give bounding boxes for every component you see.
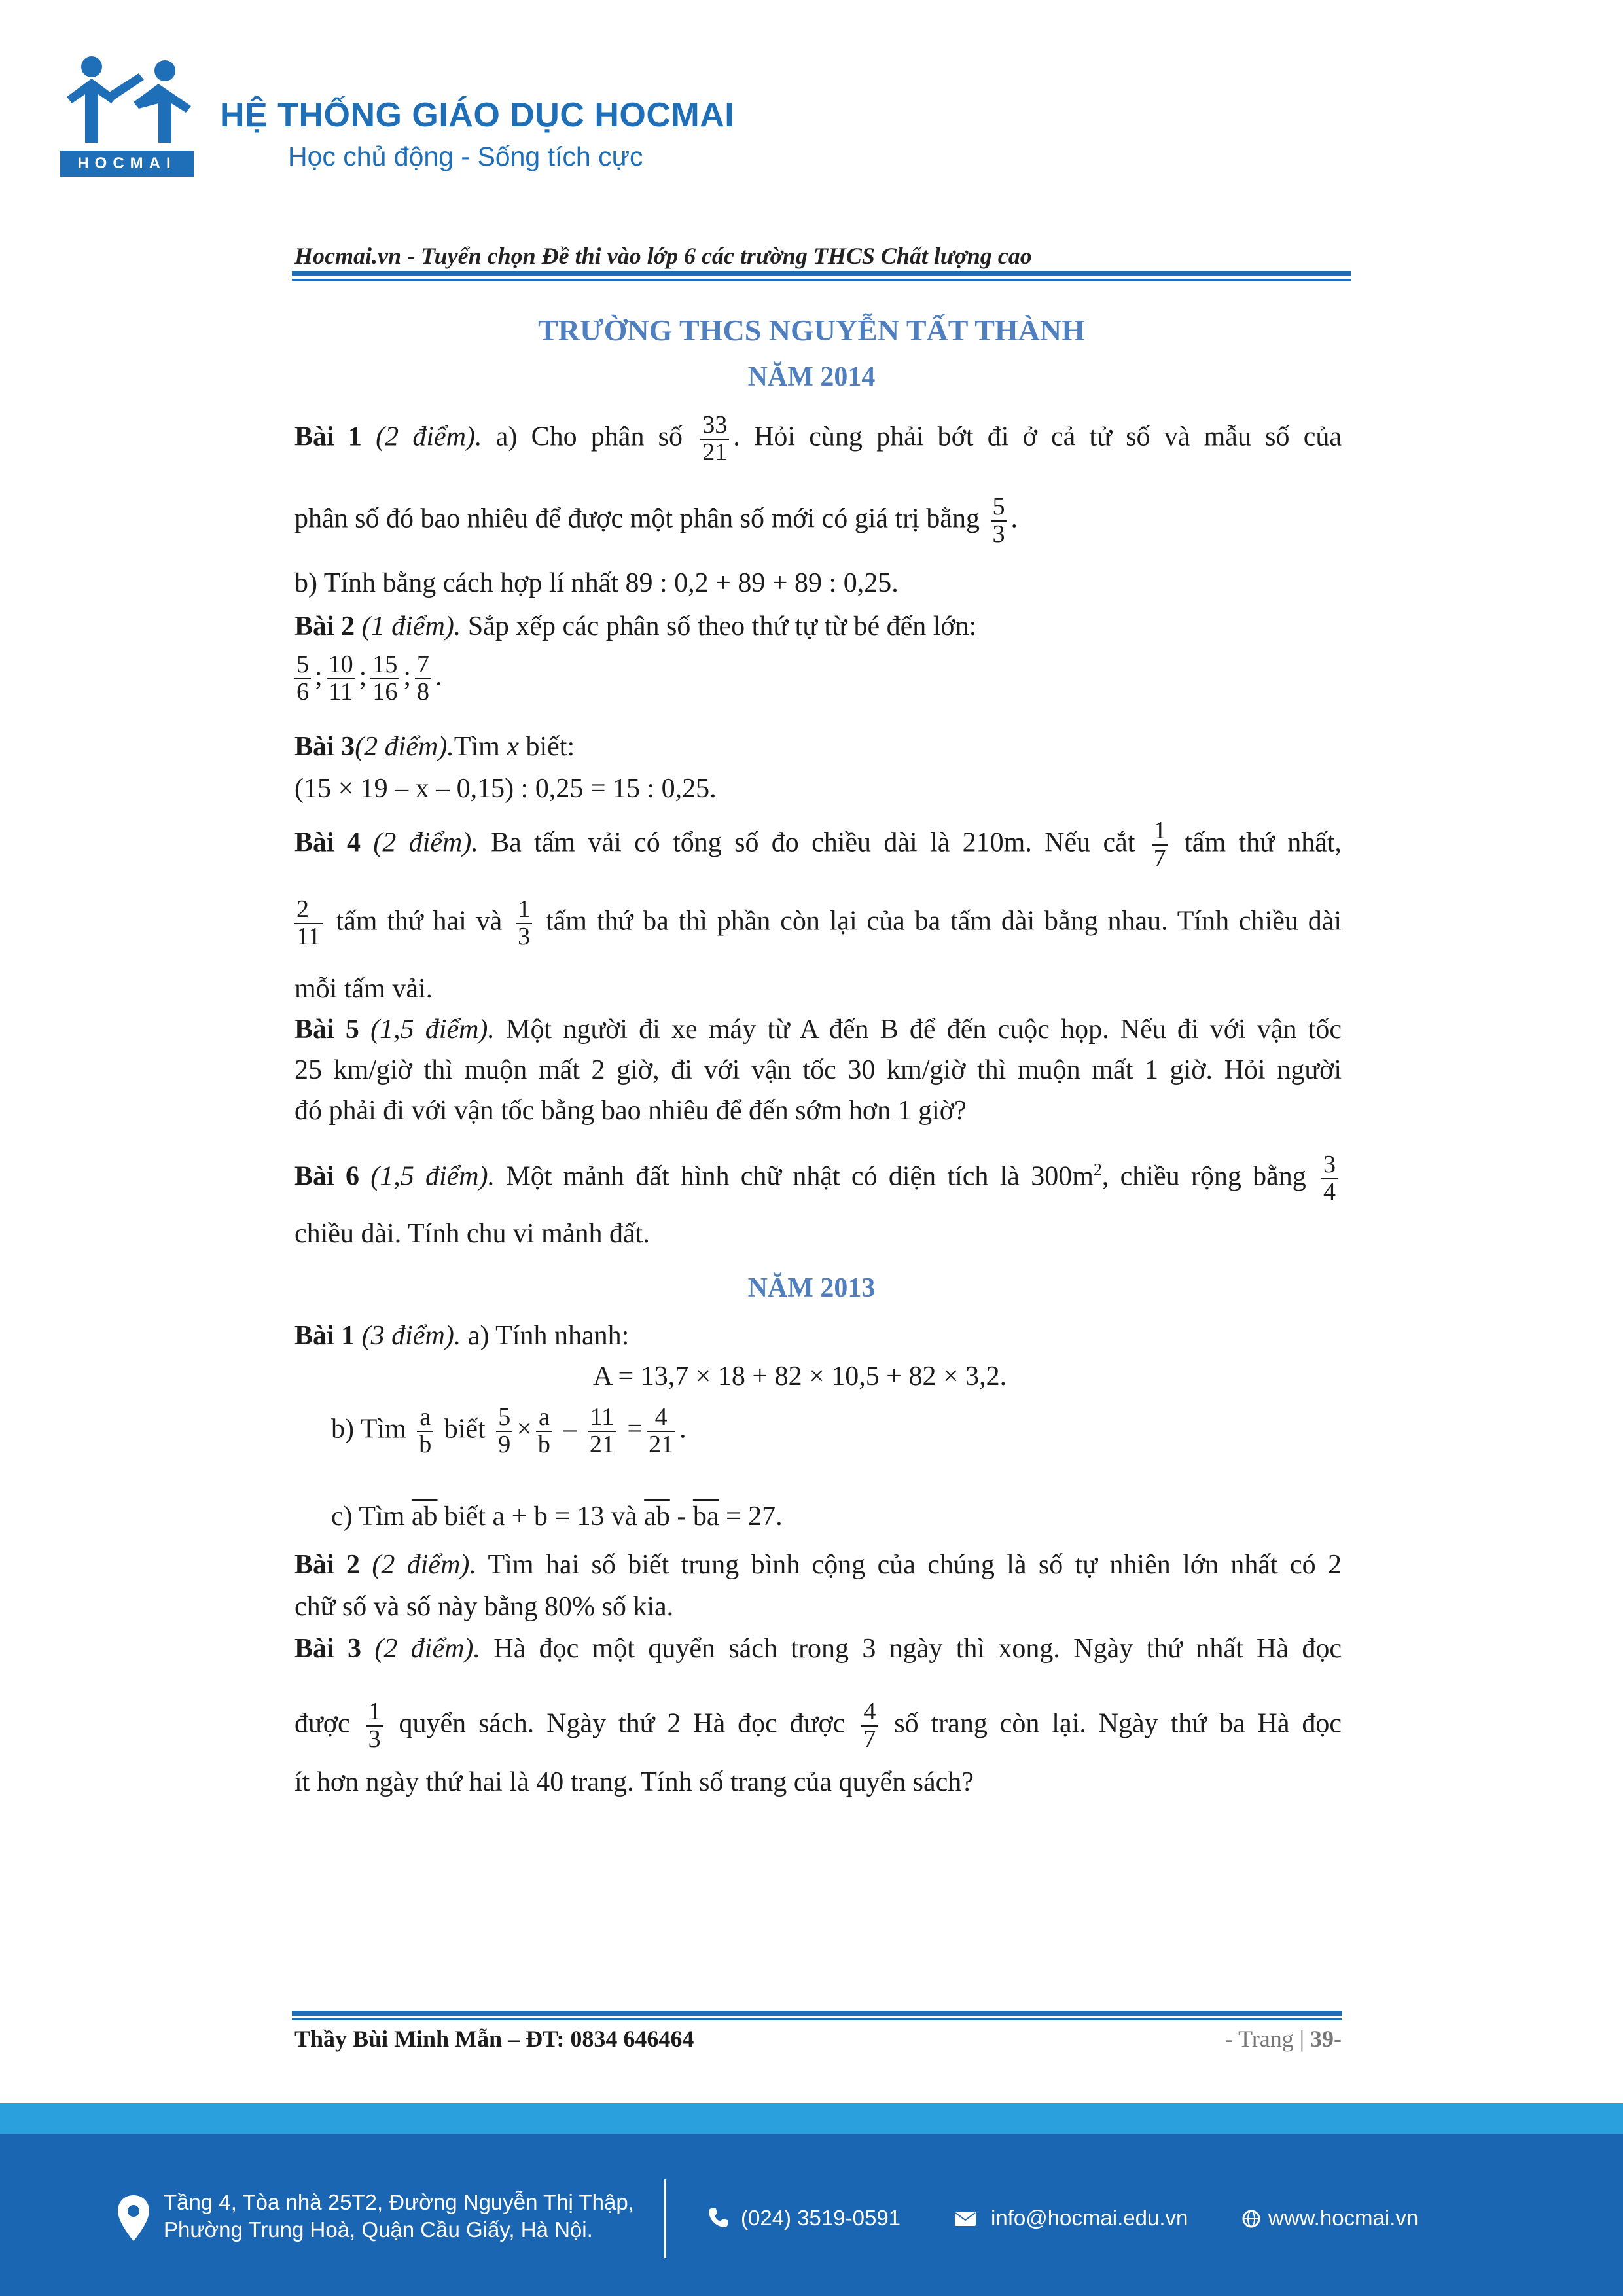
fraction: $\frac{1}{7}$ [1152,818,1168,872]
y2013-b2-line1: Bài 2 (2 điểm). Tìm hai số biết trung bình cộng của chúng là số tự nhiên lớn nhất có 2 [294,1550,1342,1580]
y2014-b6-line2: chiều dài. Tính chu vi mảnh đất. [294,1219,650,1249]
globe-icon [1242,2210,1260,2231]
running-header: Hocmai.vn - Tuyển chọn Đề thi vào lớp 6 các trường THCS Chất lượng cao [294,243,1032,269]
footer-rule-thick [292,2011,1342,2016]
y2014-b3-equation: (15 × 19 – x – 0,15) : 0,25 = 15 : 0,25. [294,774,717,804]
y2014-b4-line3: mỗi tấm vải. [294,974,433,1004]
hocmai-logo [60,51,198,179]
fraction: $\frac{3}{4}$ [1321,1152,1338,1206]
location-pin-icon [116,2194,151,2246]
y2014-b2-fractions: $\frac{5}{6}$ ; $\frac{10}{11}$ ; $\frac{15}{16}$ ; $\frac{7}{8}$ . [294,652,1342,706]
y2014-b4-line1: Bài 4 (2 điểm). Ba tấm vải có tổng số đo chiều dài là 210m. Nếu cắt $\frac{1}{7}$ tấm thứ nhất, [294,817,1342,872]
problem-label: Bài 1 [294,422,362,452]
website-link[interactable]: www.hocmai.vn [1268,2206,1419,2230]
brand-slogan: Học chủ động - Sống tích cực [288,141,643,171]
y2013-b3-line3: ít hơn ngày thứ hai là 40 trang. Tính số trang của quyển sách? [294,1767,974,1797]
y2014-b5-line2: 25 km/giờ thì muộn mất 2 giờ, đi với vận tốc 30 km/giờ thì muộn mất 1 giờ. Hỏi người [294,1055,1342,1085]
y2013-b3-line1: Bài 3 (2 điểm). Hà đọc một quyển sách trong 3 ngày thì xong. Ngày thứ nhất Hà đọc [294,1634,1342,1664]
fraction: $\frac{5}{6}$ [294,652,311,706]
y2014-b5-line1: Bài 5 (1,5 điểm). Một người đi xe máy từ A đến B để đến cuộc họp. Nếu đi với vận tốc [294,1014,1342,1045]
footer-divider [664,2179,666,2258]
brand-title: HỆ THỐNG GIÁO DỤC HOCMAI [220,96,735,134]
text: a) Cho phân số [495,422,683,452]
y2014-b1-part-b: b) Tính bằng cách hợp lí nhất 89 : 0,2 + 89 + 89 : 0,25. [294,568,899,598]
y2014-b5-line3: đó phải đi với vận tốc bằng bao nhiêu để đến sớm hơn 1 giờ? [294,1096,967,1126]
fraction: $\frac{10}{11}$ [327,652,355,706]
fraction: $\frac{a}{b}$ [536,1405,552,1458]
footer-band-accent [0,2103,1623,2134]
y2013-b2-line2: chữ số và số này bằng 80% số kia. [294,1592,674,1622]
y2014-b2-line1: Bài 2 (1 điểm). Sắp xếp các phân số theo thứ tự từ bé đến lớn: [294,611,977,641]
y2013-b1-line1: Bài 1 (3 điểm). a) Tính nhanh: [294,1321,630,1351]
heading-2013: NĂM 2013 [747,1273,876,1303]
fraction: $\frac{11}{21}$ [588,1405,616,1458]
phone-number: (024) 3519-0591 [741,2206,901,2230]
fraction: $\frac{5}{9}$ [496,1405,512,1458]
points: (2 điểm). [376,422,482,452]
school-title: TRƯỜNG THCS NGUYỄN TẤT THÀNH [538,314,1085,347]
header-rule-thin [292,279,1351,281]
y2013-b1-part-c: c) Tìm $\overline{ab}$ biết a + b = 13 và $\overline{ab} - \overline{ba} = 27$. [331,1501,783,1532]
email-icon [954,2211,976,2230]
header-rule-thick [292,271,1351,276]
y2013-b3-line2: được $\frac{1}{3}$ quyển sách. Ngày thứ 2 Hà đọc được $\frac{4}{7}$ số trang còn lại. Ngày thứ ba Hà đọc [294,1698,1342,1753]
phone-icon [707,2206,730,2233]
fraction: $\frac{4}{7}$ [861,1699,878,1753]
fraction: $\frac{7}{8}$ [415,652,431,706]
y2014-b6-line1: Bài 6 (1,5 điểm). Một mảnh đất hình chữ nhật có diện tích là $300m^2$, chiều rộng bằng $\frac{3}{4}$ [294,1152,1342,1206]
email-address[interactable]: info@hocmai.edu.vn [991,2206,1188,2230]
fraction: $\frac{15}{16}$ [370,652,399,706]
y2013-b1-expression: A = 13,7 × 18 + 82 × 10,5 + 82 × 3,2. [593,1361,1007,1391]
y2014-b3-line1: Bài 3(2 điểm).Tìm x biết: [294,732,575,762]
y2014-b4-line2: $\frac{2}{11}$ tấm thứ hai và $\frac{1}{3}$ tấm thứ ba thì phần còn lại của ba tấm dài bằng nhau. Tính chiều dài [294,897,1342,950]
fraction: $\frac{5}{3}$ [991,494,1007,548]
fraction: $\frac{1}{3}$ [516,897,532,950]
fraction: $\frac{4}{21}$ [647,1405,675,1458]
fraction: $\frac{a}{b}$ [417,1405,433,1458]
address-line-1: Tầng 4, Tòa nhà 25T2, Đường Nguyễn Thị Thập, [164,2190,634,2214]
fraction: $\frac{2}{11}$ [294,897,323,950]
y2014-b1-line2: phân số đó bao nhiêu để được một phân số mới có giá trị bằng $\frac{5}{3}$ . [294,493,1018,548]
fraction: $\frac{1}{3}$ [366,1699,383,1753]
fraction: $\frac{33}{21}$ [700,412,729,466]
footer-rule-thin [292,2018,1342,2020]
text: . Hỏi cùng phải bớt đi ở cả tử số và mẫu số của [733,422,1342,452]
address-line-2: Phường Trung Hoà, Quận Cầu Giấy, Hà Nội. [164,2217,593,2242]
heading-2014: NĂM 2014 [747,362,876,392]
page-number: - Trang | 39- [1224,2026,1342,2052]
y2014-b1-line1 [294,412,1342,466]
y2013-b1-part-b: b) Tìm $\frac{a}{b}$ biết $\frac{5}{9}$ × $\frac{a}{b}$ – $\frac{11}{21}$ = $\frac{4}{21}$ . [331,1403,687,1458]
teacher-contact: Thầy Bùi Minh Mẫn – ĐT: 0834 646464 [294,2026,694,2052]
logo-label: HOCMAI [77,154,177,172]
